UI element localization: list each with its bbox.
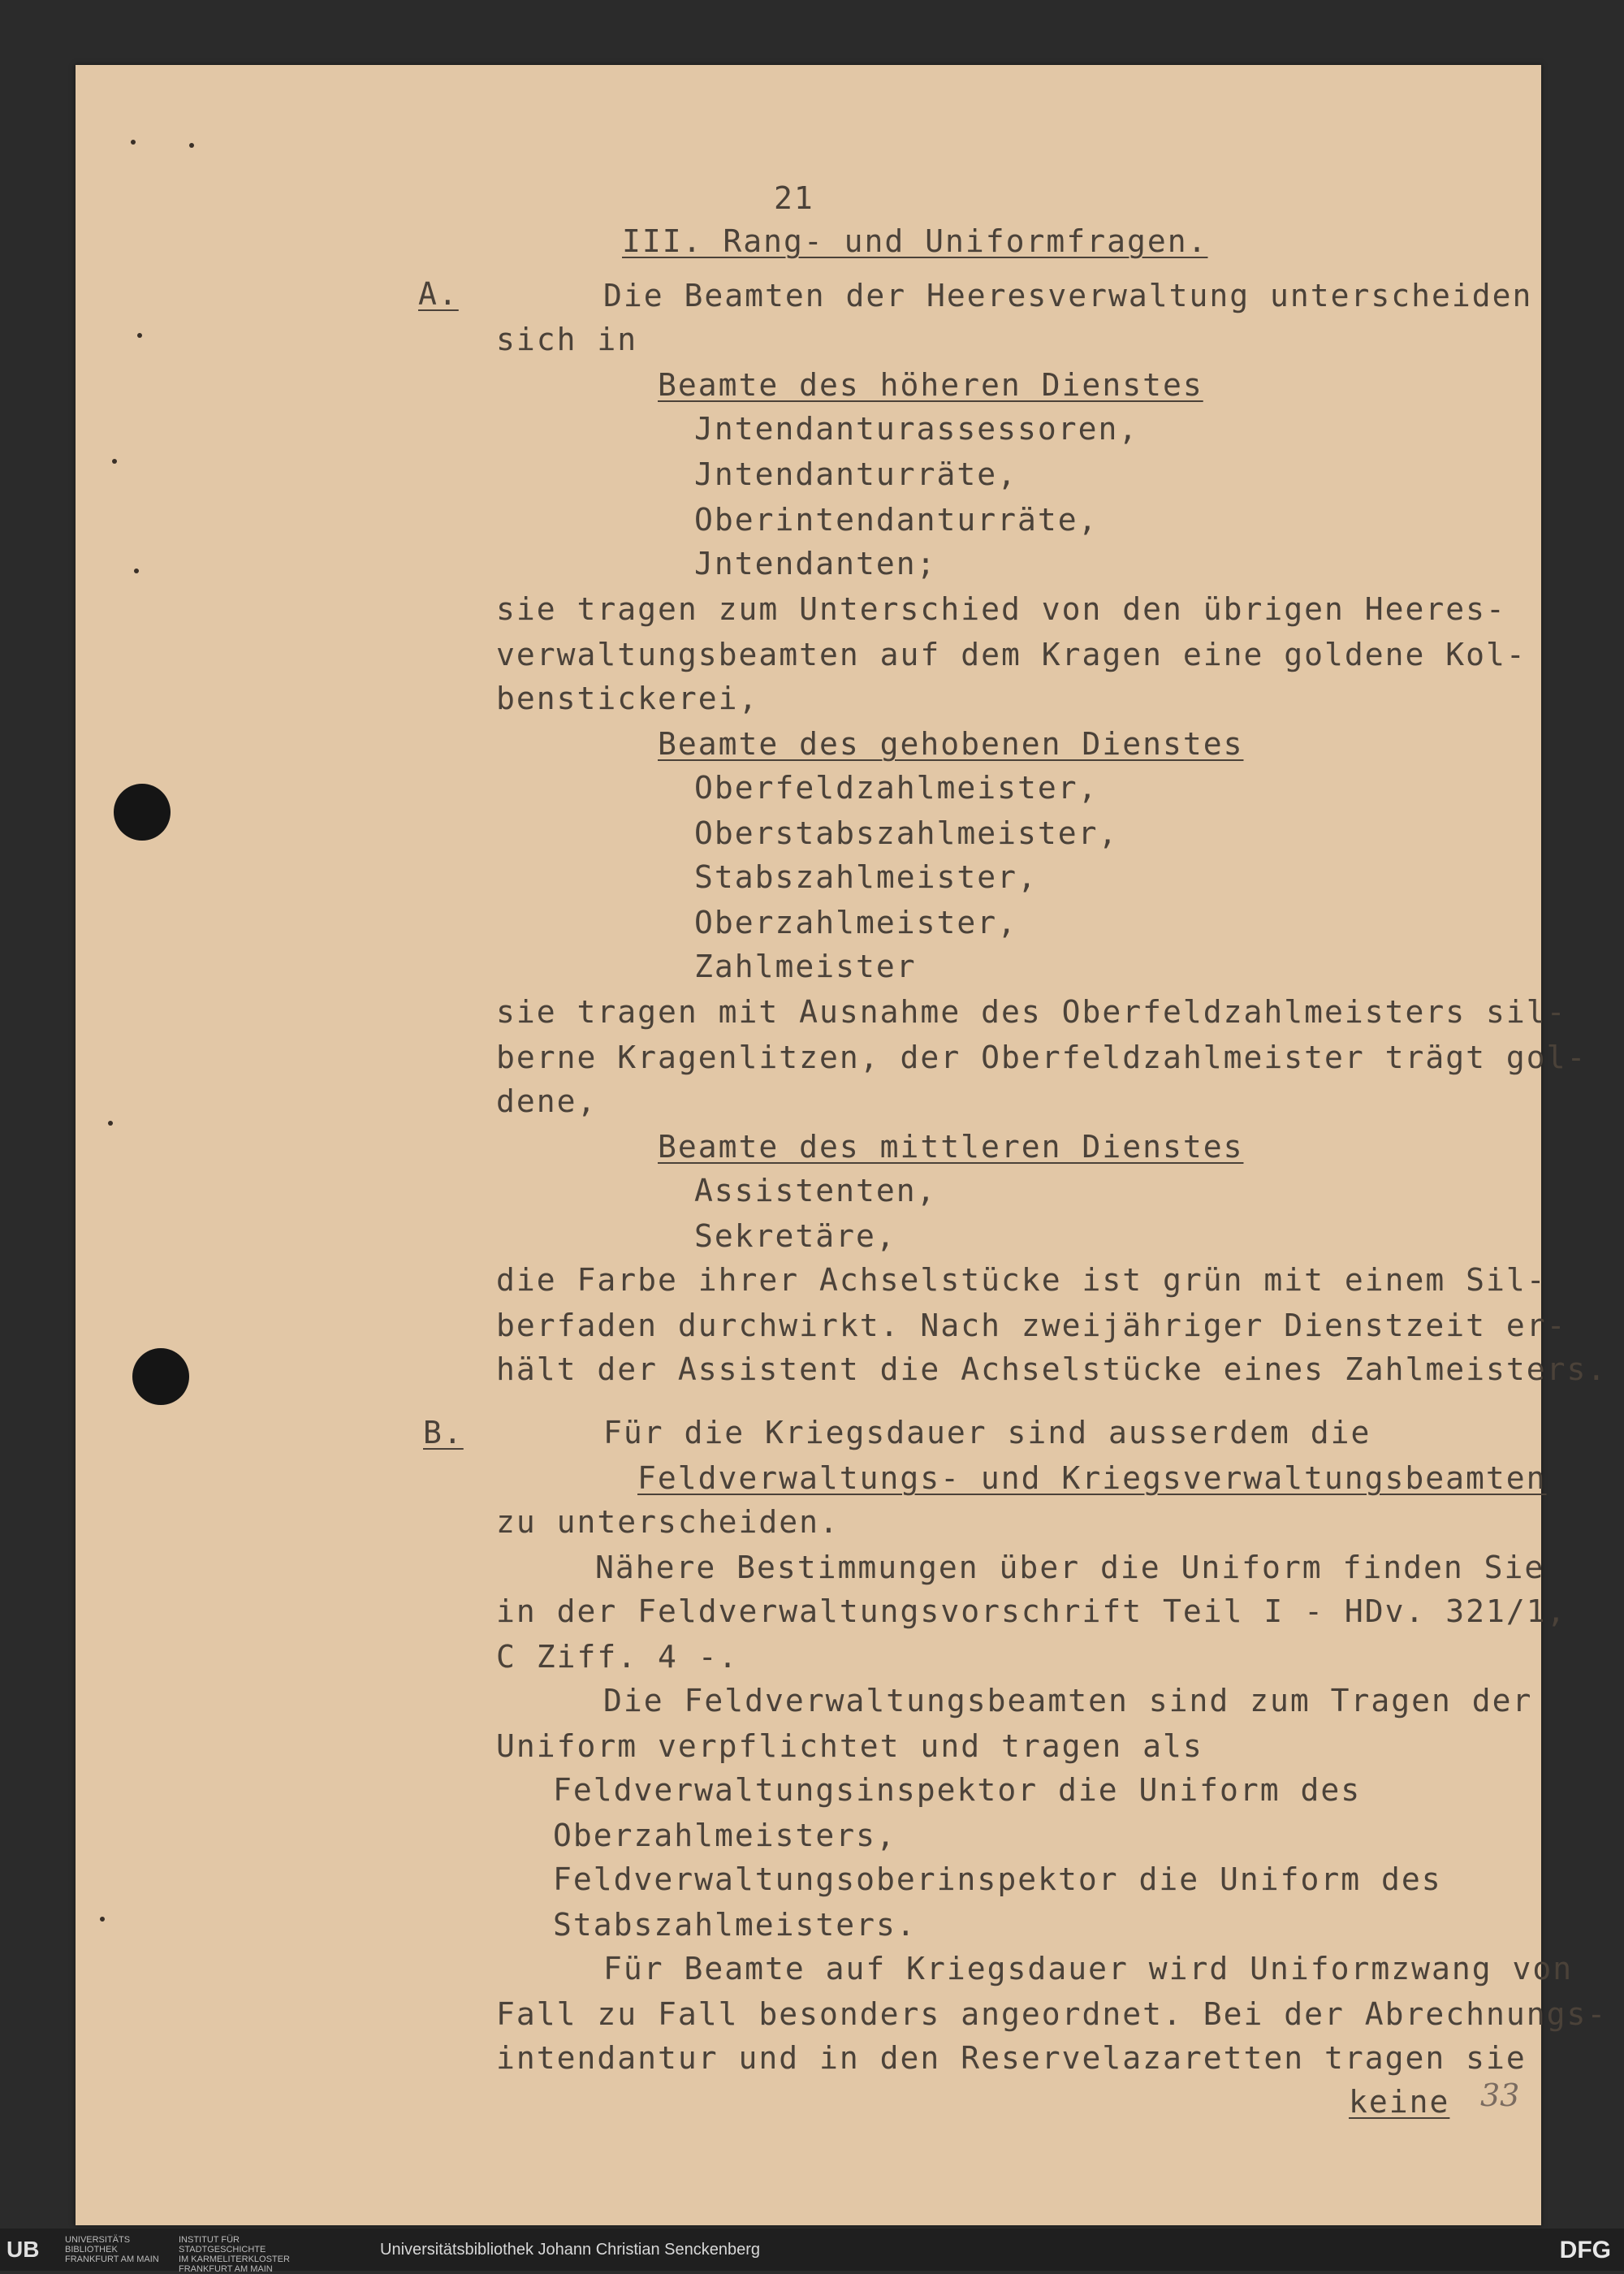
rank-item: Stabszahlmeister, (694, 859, 1038, 895)
document-title: III. Rang- und Uniformfragen. (622, 223, 1208, 259)
rank-item: Zahlmeister (694, 949, 917, 984)
section-b-marker: B. (423, 1415, 464, 1450)
section-b-line: Feldverwaltungsoberinspektor die Uniform des (553, 1861, 1442, 1897)
section-b-line: Oberzahlmeisters, (553, 1818, 896, 1853)
paper-speck (137, 333, 142, 338)
section-a-marker: A. (418, 276, 459, 312)
rank-item: Oberfeldzahlmeister, (694, 770, 1099, 806)
rank-item: Oberstabszahlmeister, (694, 815, 1119, 851)
subheading-mittlerer-dienst: Beamte des mittleren Dienstes (658, 1129, 1244, 1165)
subheading-gehobener-dienst: Beamte des gehobenen Dienstes (658, 726, 1244, 762)
section-b-line: Die Feldverwaltungsbeamten sind zum Tragen der (603, 1683, 1533, 1718)
rank-item: Jntendanten; (694, 546, 937, 581)
section-b-line: in der Feldverwaltungsvorschrift Teil I - HDv. 321/1, (496, 1593, 1567, 1629)
section-a-line: benstickerei, (496, 681, 759, 716)
section-a-line: sie tragen zum Unterschied von den übrigen Heeres- (496, 591, 1506, 627)
subheading-hoeherer-dienst: Beamte des höheren Dienstes (658, 367, 1203, 403)
section-a-line: dene, (496, 1083, 598, 1119)
section-b-line: Für die Kriegsdauer sind ausserdem die (603, 1415, 1371, 1450)
rank-item: Sekretäre, (694, 1218, 896, 1254)
ub-logo: UB (6, 2237, 40, 2262)
subheading-feldverwaltung: Feldverwaltungs- und Kriegsverwaltungsbeamten (637, 1460, 1547, 1496)
rank-item: Oberzahlmeister, (694, 905, 1018, 940)
dfg-logo: DFG (1559, 2237, 1611, 2263)
section-a-line: verwaltungsbeamten auf dem Kragen eine goldene Kol- (496, 637, 1527, 672)
ub-logo-text: UNIVERSITÄTS BIBLIOTHEK FRANKFURT AM MAIN (65, 2235, 159, 2264)
punch-hole-top (114, 784, 171, 841)
paper-speck (112, 459, 117, 464)
section-a-line: sich in (496, 322, 638, 357)
handwritten-folio-number: 33 (1480, 2077, 1520, 2113)
punch-hole-bottom (132, 1348, 189, 1405)
section-a-line: Die Beamten der Heeresverwaltung unterscheiden (603, 278, 1533, 313)
library-name: Universitätsbibliothek Johann Christian Senckenberg (380, 2241, 761, 2259)
section-a-line: berne Kragenlitzen, der Oberfeldzahlmeister trägt gol- (496, 1040, 1587, 1075)
rank-item: Oberintendanturräte, (694, 502, 1099, 538)
section-b-line: Stabszahlmeisters. (553, 1907, 917, 1943)
institute-logo-text: INSTITUT FÜR STADTGESCHICHTE IM KARMELITERKLOSTER FRANKFURT AM MAIN (179, 2235, 290, 2274)
section-a-line: die Farbe ihrer Achselstücke ist grün mit einem Sil- (496, 1262, 1547, 1298)
section-b-line: Feldverwaltungsinspektor die Uniform des (553, 1772, 1362, 1808)
rank-item: Jntendanturassessoren, (694, 411, 1139, 447)
section-b-line: zu unterscheiden. (496, 1504, 840, 1540)
section-a-line: sie tragen mit Ausnahme des Oberfeldzahlmeisters sil- (496, 994, 1567, 1030)
page-number: 21 (774, 180, 814, 216)
paper-speck (134, 568, 139, 573)
catchword: keine (1349, 2084, 1450, 2120)
section-b-line: Uniform verpflichtet und tragen als (496, 1728, 1203, 1764)
paper-speck (189, 143, 194, 148)
section-b-line: intendantur und in den Reservelazaretten tragen sie (496, 2040, 1527, 2076)
section-b-line: Nähere Bestimmungen über die Uniform finden Sie (595, 1550, 1545, 1585)
section-b-line: C Ziff. 4 -. (496, 1639, 739, 1675)
paper-speck (131, 140, 136, 145)
section-a-line: berfaden durchwirkt. Nach zweijähriger Dienstzeit er- (496, 1308, 1567, 1343)
section-b-line: Für Beamte auf Kriegsdauer wird Uniformzwang von (603, 1951, 1574, 1987)
document-page (76, 65, 1608, 2225)
paper-speck (108, 1121, 113, 1126)
rank-item: Assistenten, (694, 1173, 937, 1208)
section-a-line: hält der Assistent die Achselstücke eines Zahlmeisters. (496, 1351, 1608, 1387)
rank-item: Jntendanturräte, (694, 456, 1018, 492)
paper-speck (100, 1917, 105, 1922)
section-b-line: Fall zu Fall besonders angeordnet. Bei der Abrechnungs- (496, 1996, 1608, 2032)
footer-bar (0, 2229, 1624, 2274)
